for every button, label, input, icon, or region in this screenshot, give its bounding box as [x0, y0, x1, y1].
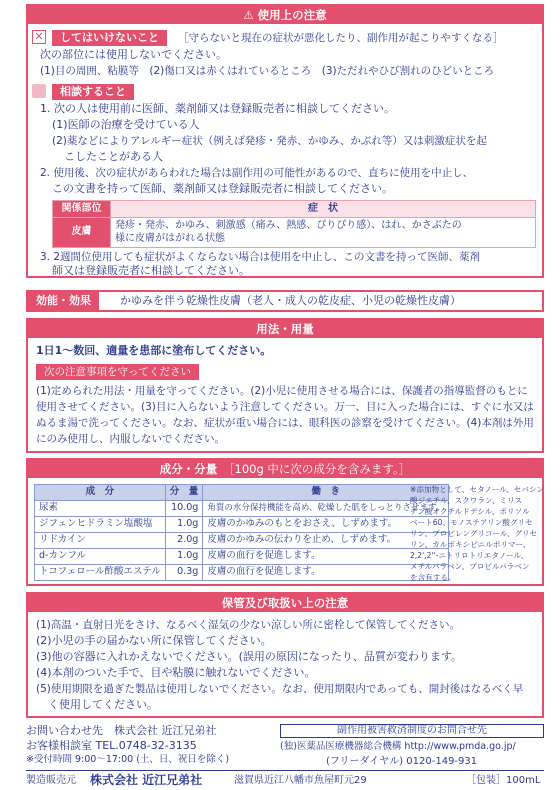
ingredient-function: 皮膚のかゆみのもとをおさえ、しずめます。: [203, 517, 449, 533]
relief-org: (独)医薬品医療機器総合機構 http://www.pmda.go.jp/: [280, 741, 516, 752]
ingredients-header-name: 成 分: [35, 485, 166, 501]
table-row: [35, 517, 449, 533]
table-cell-symptoms: [111, 217, 536, 247]
maker-label: 製造販売元: [26, 775, 76, 786]
usage-line-1: (1)定められた用法・用量を守ってください。(2)小児に使用させる場合には、保護者の指導監督のもとに: [36, 385, 528, 397]
usage-main: 1日1～数回、適量を患部に塗布してください。: [36, 344, 272, 357]
ingredient-amount: 1.0g: [165, 549, 203, 565]
donot-intro: 次の部位には使用しないでください。: [40, 48, 227, 61]
consult-1-2: (2)薬などによりアレルギー症状（例えば発疹・発赤、かゆみ、かぶれ等）又は刺激症状を起: [52, 135, 487, 147]
ingredient-name: d-カンフル: [35, 549, 166, 565]
efficacy-section: [26, 290, 544, 312]
ingredient-name: 尿素: [35, 501, 166, 517]
storage-line-1: (1)高温・直射日光をさけ、なるべく湿気の少ない涼しい所に密栓して保管してください。: [36, 619, 460, 631]
additives-line: チン酸オクチルドデシル、ポリソル: [410, 507, 530, 516]
ingredient-function: 皮膚の血行を促進します。: [203, 549, 449, 565]
additives-line: ベート60、モノステアリン酸グリセ: [410, 518, 533, 527]
caution-title: 使用上の注意: [257, 8, 327, 22]
ingredient-amount: 10.0g: [165, 501, 203, 517]
consult-1-1: (1)医師の治療を受けている人: [52, 118, 200, 131]
ingredients-section: [26, 458, 544, 586]
package-label: ［包装］: [466, 775, 506, 786]
donot-items: (1)目の周囲、粘膜等 (2)傷口又は赤くはれているところ (3)ただれやひび割れのひどいところ: [40, 65, 495, 77]
maker-address: 滋賀県近江八幡市魚屋町元29: [234, 775, 367, 786]
storage-section: [26, 592, 544, 718]
maker-name: 株式会社 近江兄弟社: [90, 773, 203, 787]
ingredient-name: トコフェロール酢酸エステル: [35, 565, 166, 581]
efficacy-text: かゆみを伴う乾燥性皮膚（老人・成人の乾皮症、小児の乾燥性皮膚）: [120, 294, 461, 307]
usage-line-2: 使用させてください。(3)目に入らないよう注意してください。万一、目に入った場合には、すぐに水又は: [36, 401, 534, 413]
donot-label: してはいけないこと: [52, 30, 167, 46]
usage-title: 用法・用量: [28, 320, 542, 338]
warning-icon: ⚠: [243, 8, 254, 22]
symptoms-line-2: 様に皮膚がはがれる状態: [115, 233, 225, 244]
storage-title: 保管及び取扱い上の注意: [28, 594, 542, 612]
efficacy-label: 効能・効果: [28, 292, 99, 310]
inquiry-company: お問い合わせ先 株式会社 近江兄弟社: [26, 724, 217, 737]
ingredients-table: [34, 484, 449, 581]
consult-3: 3. 2週間位使用しても症状がよくならない場合は使用を中止し、この文書を持って医師、薬剤: [40, 251, 481, 263]
consult-3b: 師又は登録販売者に相談してください。: [52, 264, 250, 277]
storage-line-2: (2)小児の手の届かない所に保管してください。: [36, 634, 272, 647]
ingredient-amount: 1.0g: [165, 517, 203, 533]
storage-line-3: (3)他の容器に入れかえないでください。(誤用の原因になったり、品質が変わります。: [36, 650, 462, 663]
side-effect-table: [52, 200, 536, 248]
ingredients-title: 成分・分量: [159, 462, 218, 476]
table-row: [35, 533, 449, 549]
additives-note: [410, 484, 542, 583]
ingredient-function: 皮膚の血行を促進します。: [203, 565, 449, 581]
prohibited-icon: ✕: [32, 30, 46, 44]
ingredient-name: ジフェンヒドラミン塩酸塩: [35, 517, 166, 533]
usage-line-3: ぬるま湯で洗ってください。なお、症状が重い場合には、眼科医の診察を受けてください。(4)本剤は外用: [36, 417, 534, 429]
storage-line-4: (4)本剤のついた手で、目や粘膜に触れないでください。: [36, 666, 316, 679]
table-cell-skin: 皮膚: [53, 217, 111, 247]
additives-line: 酸ジエチル、スクワラン、ミリス: [410, 496, 523, 505]
donot-note: ［守らないと現在の症状が悪化したり、副作用が起こりやすくなる］: [178, 32, 504, 44]
additives-line: リン、プロピレングリコール、グリセ: [410, 529, 538, 538]
ingredients-header-amount: 分 量: [165, 485, 203, 501]
consult-icon: [32, 84, 46, 98]
ingredient-function: 皮膚のかゆみの伝わりを止め、しずめます。: [203, 533, 449, 549]
table-row: [35, 565, 449, 581]
ingredient-amount: 0.3g: [165, 565, 203, 581]
usage-line-4: にのみ使用し、内服しないでください。: [36, 433, 225, 445]
additives-line: ※添加物として、セタノール、セバシン: [410, 485, 544, 494]
relief-tel: (フリーダイヤル) 0120-149-931: [326, 756, 478, 767]
table-row: [35, 549, 449, 565]
consult-2: 2. 使用後、次の症状があらわれた場合は副作用の可能性があるので、直ちに使用を中止し、: [40, 167, 474, 179]
table-header-symptom: 症 状: [111, 201, 536, 218]
package-label-text: 包装: [476, 775, 496, 786]
reception-hours: ※受付時間 9:00～17:00 (土、日、祝日を除く): [26, 754, 230, 765]
customer-center: お客様相談室 TEL.0748-32-3135: [26, 739, 197, 752]
additives-line: メチルパラベン、プロピルパラベン: [410, 562, 530, 571]
relief-title: 副作用被害救済制度のお問合せ先: [337, 725, 487, 736]
symptoms-line-1: 発疹・発赤、かゆみ、刺激感（痛み、熱感、ぴりぴり感）、はれ、かさぶたの: [115, 219, 462, 231]
consult-1: 1. 次の人は使用前に医師、薬剤師又は登録販売者に相談してください。: [40, 102, 395, 115]
ingredient-function: 角質の水分保持機能を高め、乾燥した肌をしっとりさせます。: [203, 501, 449, 517]
additives-line: を含有する。: [410, 573, 456, 582]
footer: [26, 724, 544, 788]
consult-2b: この文書を持って医師、薬剤師又は登録販売者に相談してください。: [52, 182, 393, 195]
usage-note-label: 次の注意事項を守ってください: [36, 364, 199, 380]
ingredient-name: リドカイン: [35, 533, 166, 549]
footer-divider: [26, 770, 544, 771]
table-header-part: 関係部位: [53, 201, 111, 218]
ingredients-subtitle: ［100g 中に次の成分を含みます。］: [228, 462, 411, 476]
caution-title-bar: [28, 6, 542, 24]
table-row: [35, 501, 449, 517]
ingredient-amount: 2.0g: [165, 533, 203, 549]
ingredients-title-bar: [28, 460, 542, 478]
package-size: 100mL: [506, 775, 541, 786]
storage-line-5: (5)使用期限を過ぎた製品は使用しないでください。なお、使用期限内であっても、開封後はなるべく早: [36, 683, 524, 695]
additives-line: リン、カルボキシビニルポリマー、: [410, 540, 531, 549]
additives-line: 2,2',2''-ニトリロトリエタノール、: [410, 551, 529, 560]
consult-1-2b: こしたことがある人: [64, 150, 163, 163]
relief-box: [280, 724, 544, 738]
caution-section: [26, 4, 544, 278]
ingredients-header-function: 働 き: [203, 485, 449, 501]
consult-label: 相談すること: [52, 84, 134, 100]
storage-line-5b: く使用してください。: [48, 698, 158, 711]
usage-section: [26, 318, 544, 453]
